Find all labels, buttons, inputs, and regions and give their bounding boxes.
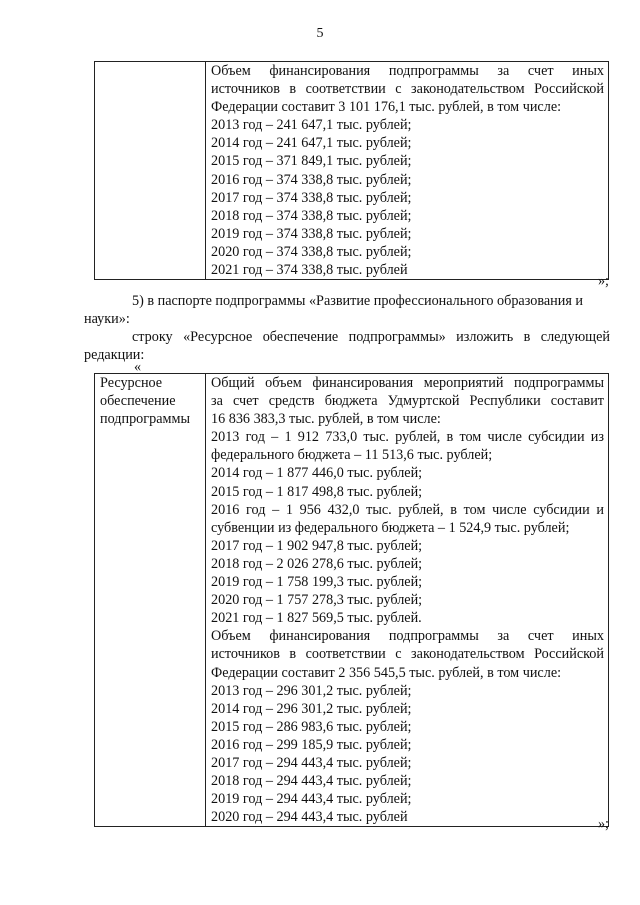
year-line: 2016 год – 374 338,8 тыс. рублей; — [211, 171, 412, 188]
paragraph-5-line-1: 5) в паспорте подпрограммы «Развитие профессионального образования и — [132, 293, 584, 309]
year-line: 2013 год – 1 912 733,0 тыс. рублей, в том числе субсидии из — [211, 429, 604, 446]
year-line: 2017 год – 294 443,4 тыс. рублей; — [211, 754, 412, 771]
intro-line: Объем финансирования подпрограммы за счет иных — [211, 628, 604, 645]
budget-line: Общий объем финансирования мероприятий подпрограммы — [211, 375, 604, 391]
year-line: 2021 год – 374 338,8 тыс. рублей — [211, 262, 408, 279]
other-sources-intro — [211, 627, 604, 681]
year-line: 2021 год – 1 827 569,5 тыс. рублей. — [211, 610, 422, 627]
budget-intro — [211, 374, 604, 428]
year-2016-entry — [211, 501, 604, 537]
year-2013-entry — [211, 428, 604, 464]
year-line: 2018 год – 294 443,4 тыс. рублей; — [211, 773, 412, 790]
label-line: подпрограммы — [100, 411, 190, 428]
year-line: 2020 год – 294 443,4 тыс. рублей — [211, 809, 408, 826]
page-number: 5 — [316, 26, 324, 41]
table-row — [95, 374, 609, 827]
paragraph-5-line-2: науки»: — [84, 311, 130, 327]
paragraph-row-text: строку «Ресурсное обеспечение подпрограммы» изложить в следующей — [132, 329, 610, 345]
year-line: 2020 год – 374 338,8 тыс. рублей; — [211, 243, 412, 260]
year-line: 2019 год – 374 338,8 тыс. рублей; — [211, 225, 412, 242]
year-line: 2017 год – 374 338,8 тыс. рублей; — [211, 189, 412, 206]
intro-line: Федерации составит 2 356 545,5 тыс. рублей, в том числе: — [211, 664, 562, 681]
resource-label-cell — [95, 62, 206, 280]
closing-quote: »; — [597, 273, 609, 289]
budget-line: за счет средств бюджета Удмуртской Республики составит — [211, 393, 604, 410]
other-sources-intro — [211, 62, 604, 116]
paragraph-row-line-2: редакции: — [84, 347, 145, 363]
year-line: 2017 год – 1 902 947,8 тыс. рублей; — [211, 537, 423, 554]
resource-provision-table — [94, 373, 609, 827]
intro-line: Федерации составит 3 101 176,1 тыс. рублей, в том числе: — [211, 99, 562, 116]
year-line: 2018 год – 2 026 278,6 тыс. рублей; — [211, 555, 423, 572]
intro-line: источников в соответствии с законодательством Российской — [211, 81, 604, 98]
year-line: 2014 год – 1 877 446,0 тыс. рублей; — [211, 465, 423, 482]
funding-cell — [206, 374, 609, 827]
table-row — [95, 62, 609, 280]
year-line: федерального бюджета – 11 513,6 тыс. рублей; — [211, 447, 493, 464]
year-line: 2013 год – 241 647,1 тыс. рублей; — [211, 117, 412, 134]
year-line: 2013 год – 296 301,2 тыс. рублей; — [211, 682, 412, 699]
label-line: Ресурсное — [100, 375, 163, 391]
year-line: 2019 год – 294 443,4 тыс. рублей; — [211, 791, 412, 808]
year-line: 2015 год – 371 849,1 тыс. рублей; — [211, 153, 412, 170]
intro-line: Объем финансирования подпрограммы за счет иных — [211, 63, 604, 79]
label-line: обеспечение — [100, 393, 176, 410]
year-line: 2014 год – 241 647,1 тыс. рублей; — [211, 135, 412, 152]
resource-label-cell — [95, 374, 206, 827]
year-line: субвенции из федерального бюджета – 1 524,9 тыс. рублей; — [211, 519, 570, 536]
year-line: 2016 год – 1 956 432,0 тыс. рублей, в том числе субсидии и — [211, 501, 604, 518]
year-line: 2015 год – 1 817 498,8 тыс. рублей; — [211, 483, 423, 500]
funding-table-continued — [94, 61, 609, 280]
budget-line: 16 836 383,3 тыс. рублей, в том числе: — [211, 411, 441, 428]
intro-line: источников в соответствии с законодательством Российской — [211, 646, 604, 663]
funding-cell — [206, 62, 609, 280]
year-line: 2015 год – 286 983,6 тыс. рублей; — [211, 718, 412, 735]
paragraph-row-line-1 — [132, 328, 610, 346]
year-line: 2014 год – 296 301,2 тыс. рублей; — [211, 700, 412, 717]
year-line: 2016 год – 299 185,9 тыс. рублей; — [211, 736, 412, 753]
closing-quote: »; — [597, 816, 609, 832]
year-line: 2018 год – 374 338,8 тыс. рублей; — [211, 207, 412, 224]
year-line: 2019 год – 1 758 199,3 тыс. рублей; — [211, 574, 423, 591]
open-quote: « — [134, 359, 142, 375]
year-line: 2020 год – 1 757 278,3 тыс. рублей; — [211, 592, 423, 609]
